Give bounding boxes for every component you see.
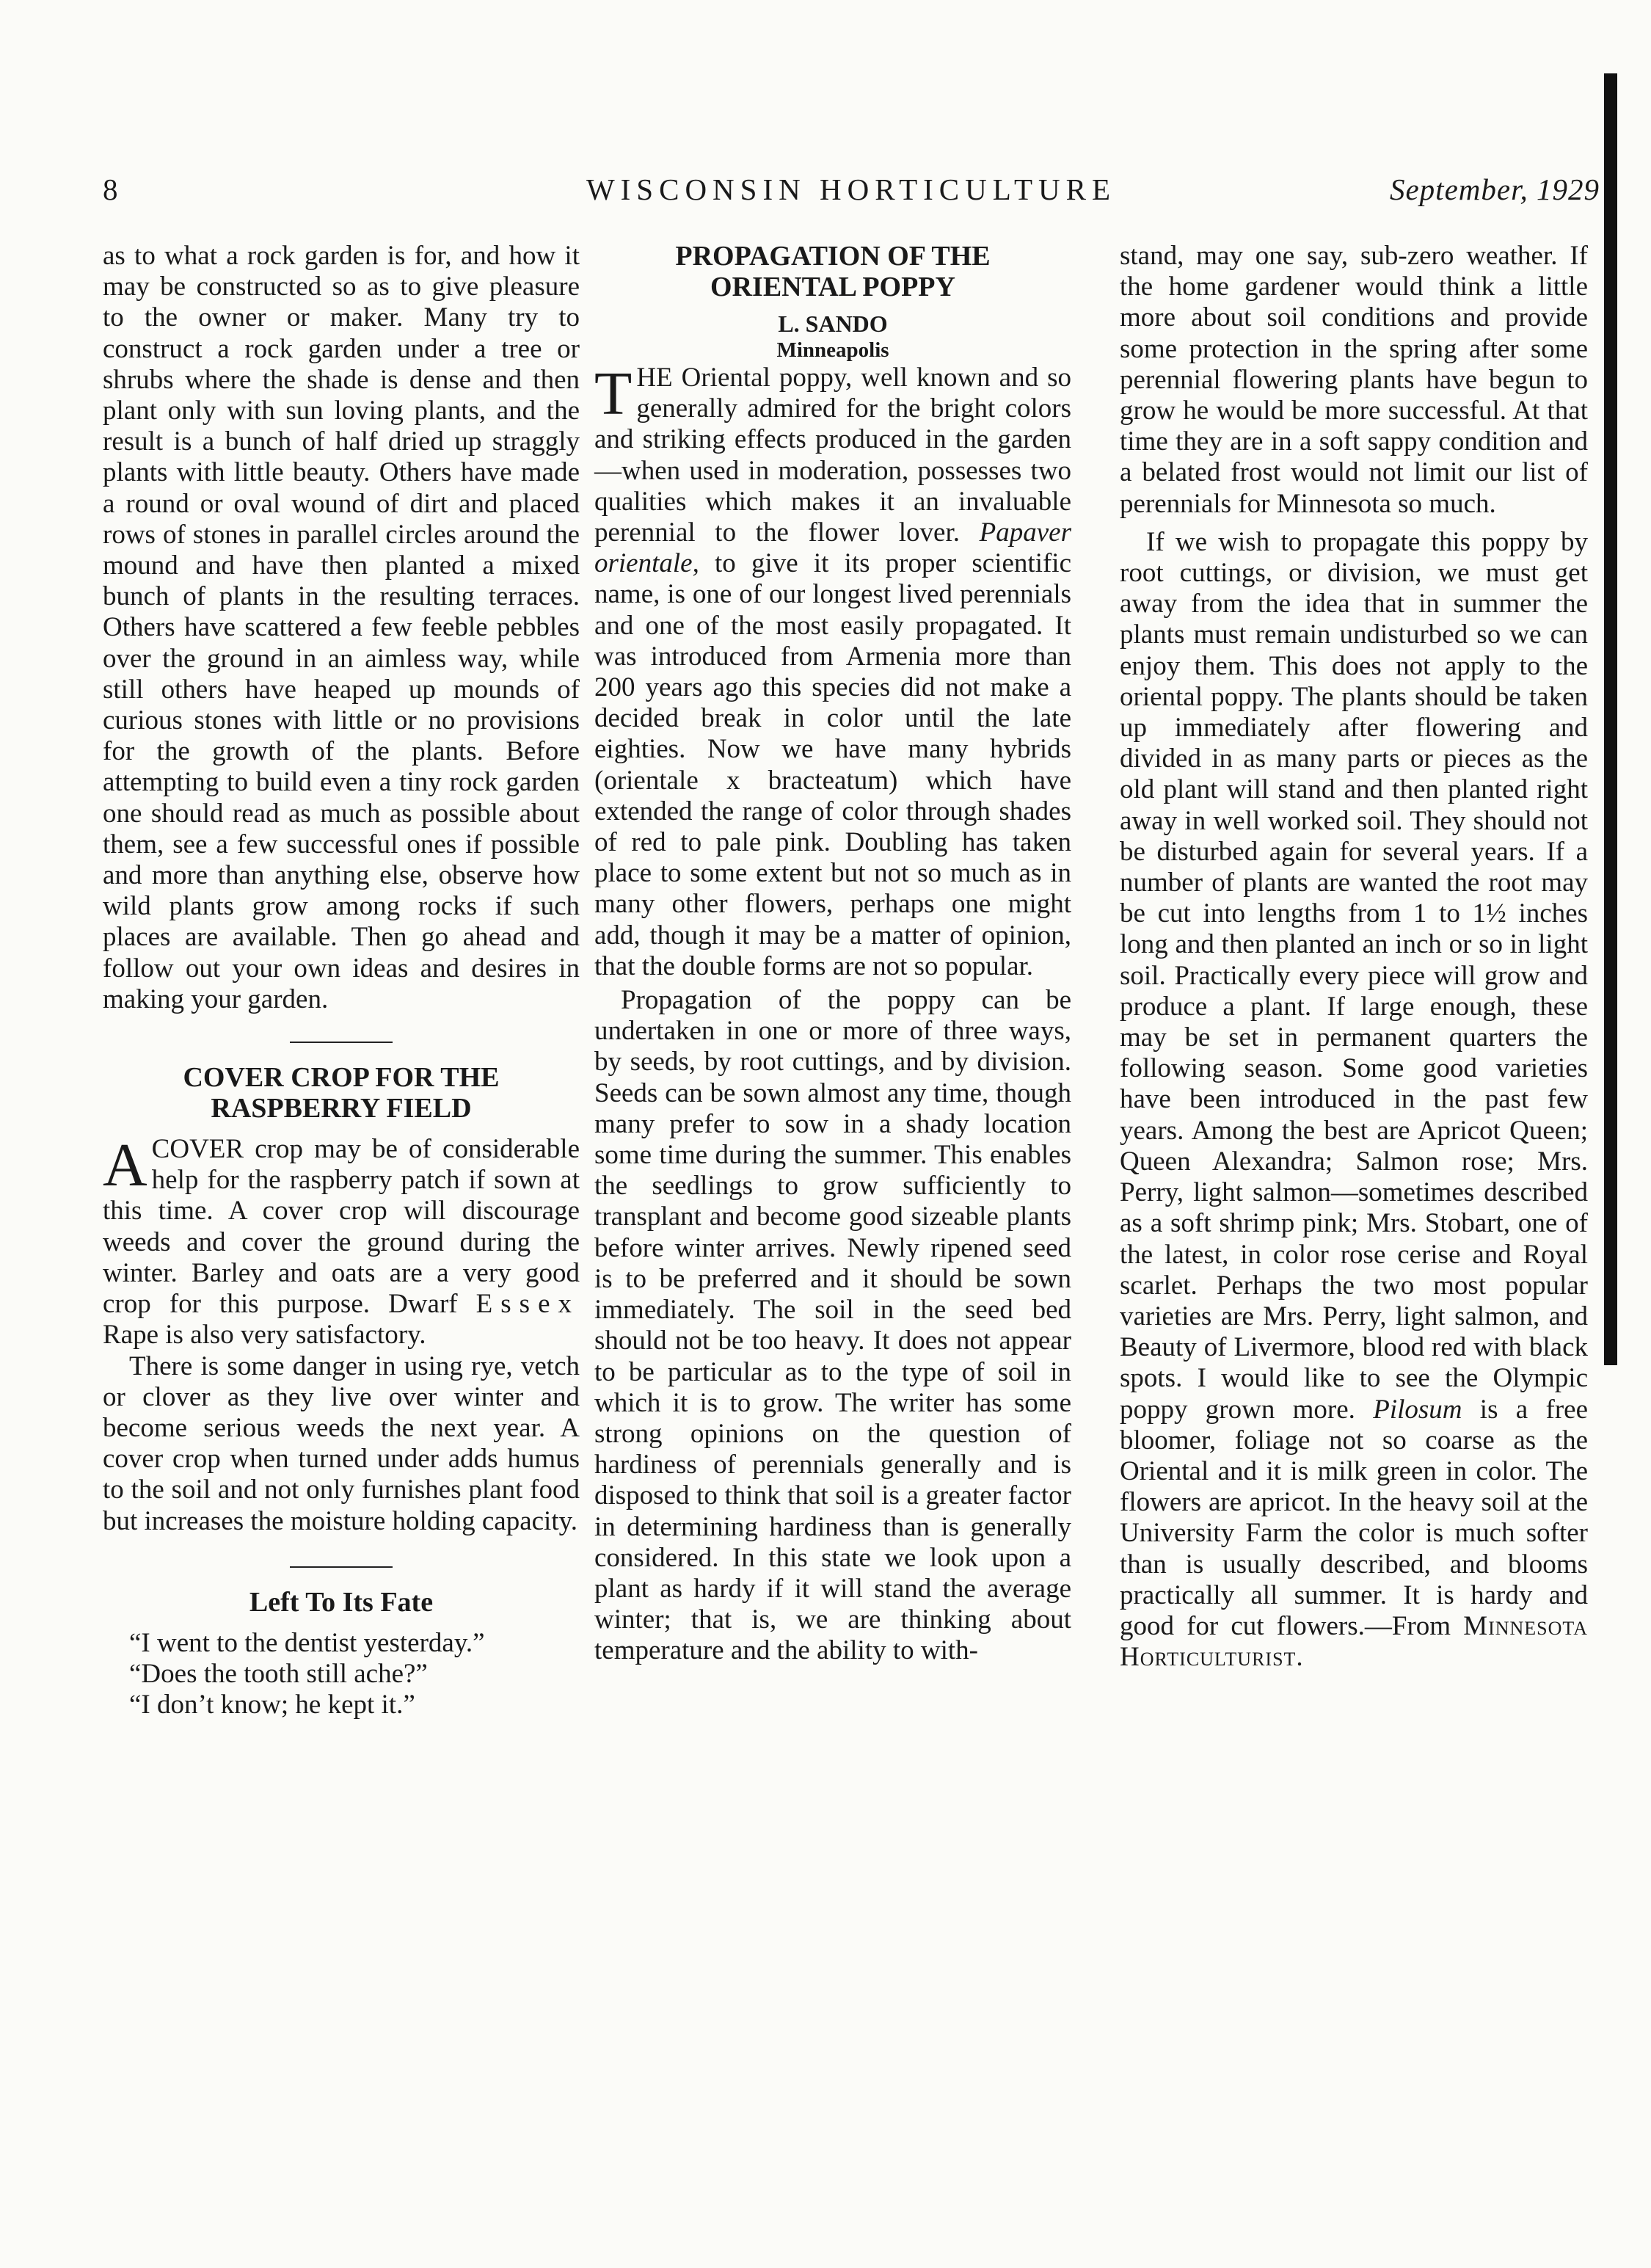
joke-line-3: “I don’t know; he kept it.” bbox=[129, 1690, 415, 1720]
joke-line-2: “Does the tooth still ache?” bbox=[129, 1658, 428, 1689]
joke-line-1: “I went to the dentist yesterday.” bbox=[129, 1627, 485, 1658]
author-byline: L. SANDO bbox=[778, 310, 888, 337]
poppy-title-line2: ORIENTAL POPPY bbox=[710, 272, 955, 302]
page-edge-bar bbox=[1604, 73, 1617, 1365]
journal-title: WISCONSIN HORTICULTURE bbox=[586, 172, 1117, 206]
poppy-title-line1: PROPAGATION OF THE bbox=[675, 241, 991, 272]
drop-cap-a: A bbox=[103, 1131, 147, 1200]
poppy-text-1b: to give it its proper scientific name, is one of our longest lived perennials and one of the most easily propagated. It was introduced from Armenia more than 200 years ago this species did not make a decided break in color until the late eighties. Now we have many hybrids (orientale x bracteatum) which have extended the range of color through shades of red to pale pink. Doubling has taken place to some extent but not so much as in many other flowers, perhaps one might add, though it may be a matter of opinion, that the double forms are not so popular. bbox=[594, 548, 1071, 981]
drop-cap-t: T bbox=[594, 360, 633, 428]
column-middle bbox=[594, 241, 1071, 1667]
cover-crop-headline bbox=[103, 1062, 580, 1124]
latin-name-papaver: Papaver orientale, bbox=[594, 517, 1071, 579]
page-header bbox=[103, 167, 1600, 211]
cover-crop-paragraph-2: There is some danger in using rye, vetch or clover as they live over winter and become serious weeds the next year. A cover crop when turned under adds humus to the soil and not only furnishes plant food but increases the moisture holding capacity. bbox=[103, 1351, 580, 1536]
cover-crop-text-1: COVER crop may be of considerable help for the raspberry patch if sown at this time. A cover crop will discourage weeds and cover the ground during the winter. Barley and oats are a very good crop for this purpose. Dwarf bbox=[103, 1134, 580, 1320]
poppy-paragraph-2-continued: stand, may one say, sub-zero weather. If the home gardener would think a little more about soil conditions and provide some protection in the spring after some perennial flowering plants have begun to grow he would be more successful. At that time they are in a soft sappy condition and a belated frost would not limit our list of perennials for Minnesota so much. bbox=[1120, 241, 1588, 519]
cover-crop-text-1-end: Rape is also very satisfactory. bbox=[103, 1320, 426, 1351]
poppy-paragraph-1 bbox=[594, 360, 1071, 982]
poppy-paragraph-2: Propagation of the poppy can be undertaken in one or more of three ways, by seeds, by root cuttings, and by division. Seeds can be sown almost any time, though many prefer to sow in a shady location some time during the summer. This enables the seedlings to grow sufficiently to transplant and become good sizeable plants before winter arrives. Newly ripened seed is to be preferred and it should be sown immediately. The soil in the seed bed should not be too heavy. It does not appear to be particular as to the type of soil in which it is to grow. The writer has some strong opinions on the question of hardiness of perennials generally and is disposed to think that soil is a greater factor in determining hardiness than is generally considered. In this state we look upon a plant as hardy if it will stand the average winter; that is, we are thinking about temperature and the ability to with- bbox=[594, 985, 1071, 1666]
divider-rule bbox=[290, 1566, 393, 1568]
column-left bbox=[103, 241, 580, 1720]
cover-crop-title-line2: RASPBERRY FIELD bbox=[211, 1093, 472, 1124]
column-right bbox=[1120, 241, 1588, 1673]
latin-name-pilosum: Pilosum bbox=[1373, 1394, 1462, 1425]
joke-title: Left To Its Fate bbox=[249, 1586, 434, 1618]
author-location: Minneapolis bbox=[776, 338, 889, 362]
rock-garden-text: as to what a rock garden is for, and how it may be constructed so as to give pleasure to the owner or maker. Many try to construct a rock garden under a tree or shrubs where the shade is dense and then plant only with sun loving plants, and the result is a bunch of half dried up straggly plants with little beauty. Others have made a round or oval wound of dirt and placed rows of stones in parallel circles around the mound and have then planted a mixed bunch of plants in the resulting terraces. Others have scattered a few feeble pebbles over the ground in an aimless way, while still others have heaped up mounds of curious stones with little or no provisions for the growth of the plants. Before attempting to build even a tiny rock garden one should read as much as possible about them, see a few successful ones if possible and more than anything else, observe how wild plants grow among rocks if such places are available. Then go ahead and follow out your own ideas and desires in making your garden. bbox=[103, 241, 580, 1014]
page-number: 8 bbox=[103, 172, 118, 206]
poppy-headline bbox=[594, 241, 1071, 302]
divider-rule bbox=[290, 1042, 393, 1043]
poppy-text-3b: is a free bloomer, foliage not so coarse as the Oriental and it is milk green in color. The flowers are apricot. In the heavy soil at the University Farm the color is much softer than is usually described, and blooms practically all summer. It is hardy and good for cut flowers.—From bbox=[1120, 1394, 1588, 1641]
poppy-text-1a: HE Oriental poppy, well known and so generally admired for the bright colors and striking effects produced in the garden—when used in moderation, possesses two qualities which makes it an invaluable perennial to the flower lover. bbox=[594, 363, 1071, 548]
cover-crop-title-line1: COVER CROP FOR THE bbox=[183, 1062, 500, 1094]
essex-word: Essex bbox=[475, 1289, 580, 1320]
source-credit: Minnesota Horticulturist. bbox=[1120, 1610, 1588, 1673]
poppy-paragraph-3 bbox=[1120, 527, 1588, 1673]
poppy-text-3a: If we wish to propagate this poppy by root cuttings, or division, we must get away from the idea that in summer the plants must remain undisturbed so we can enjoy them. This does not apply to the oriental poppy. The plants should be taken up immediately after flowering and divided in as many parts or pieces as the old plant will stand and then planted right away in well worked soil. They should not be disturbed again for several years. If a number of plants are wanted the root may be cut into lengths from 1 to 1½ inches long and then planted an inch or so in light soil. Practically every piece will grow and produce a plant. If large enough, these may be set in permanent quarters the following season. Some good varieties have been introduced in the past few years. Among the best are Apricot Queen; Queen Alexandra; Salmon rose; Mrs. Perry, light salmon—sometimes described as a soft shrimp pink; Mrs. Stobart, one of the latest, in color rose cerise and Royal scarlet. Perhaps the two most popular varieties are Mrs. Perry, light salmon, and Beauty of Livermore, blood red with black spots. I would like to see the Olympic poppy grown more. bbox=[1120, 526, 1588, 1425]
cover-crop-paragraph-1 bbox=[103, 1131, 580, 1351]
issue-date: September, 1929 bbox=[1389, 172, 1600, 206]
